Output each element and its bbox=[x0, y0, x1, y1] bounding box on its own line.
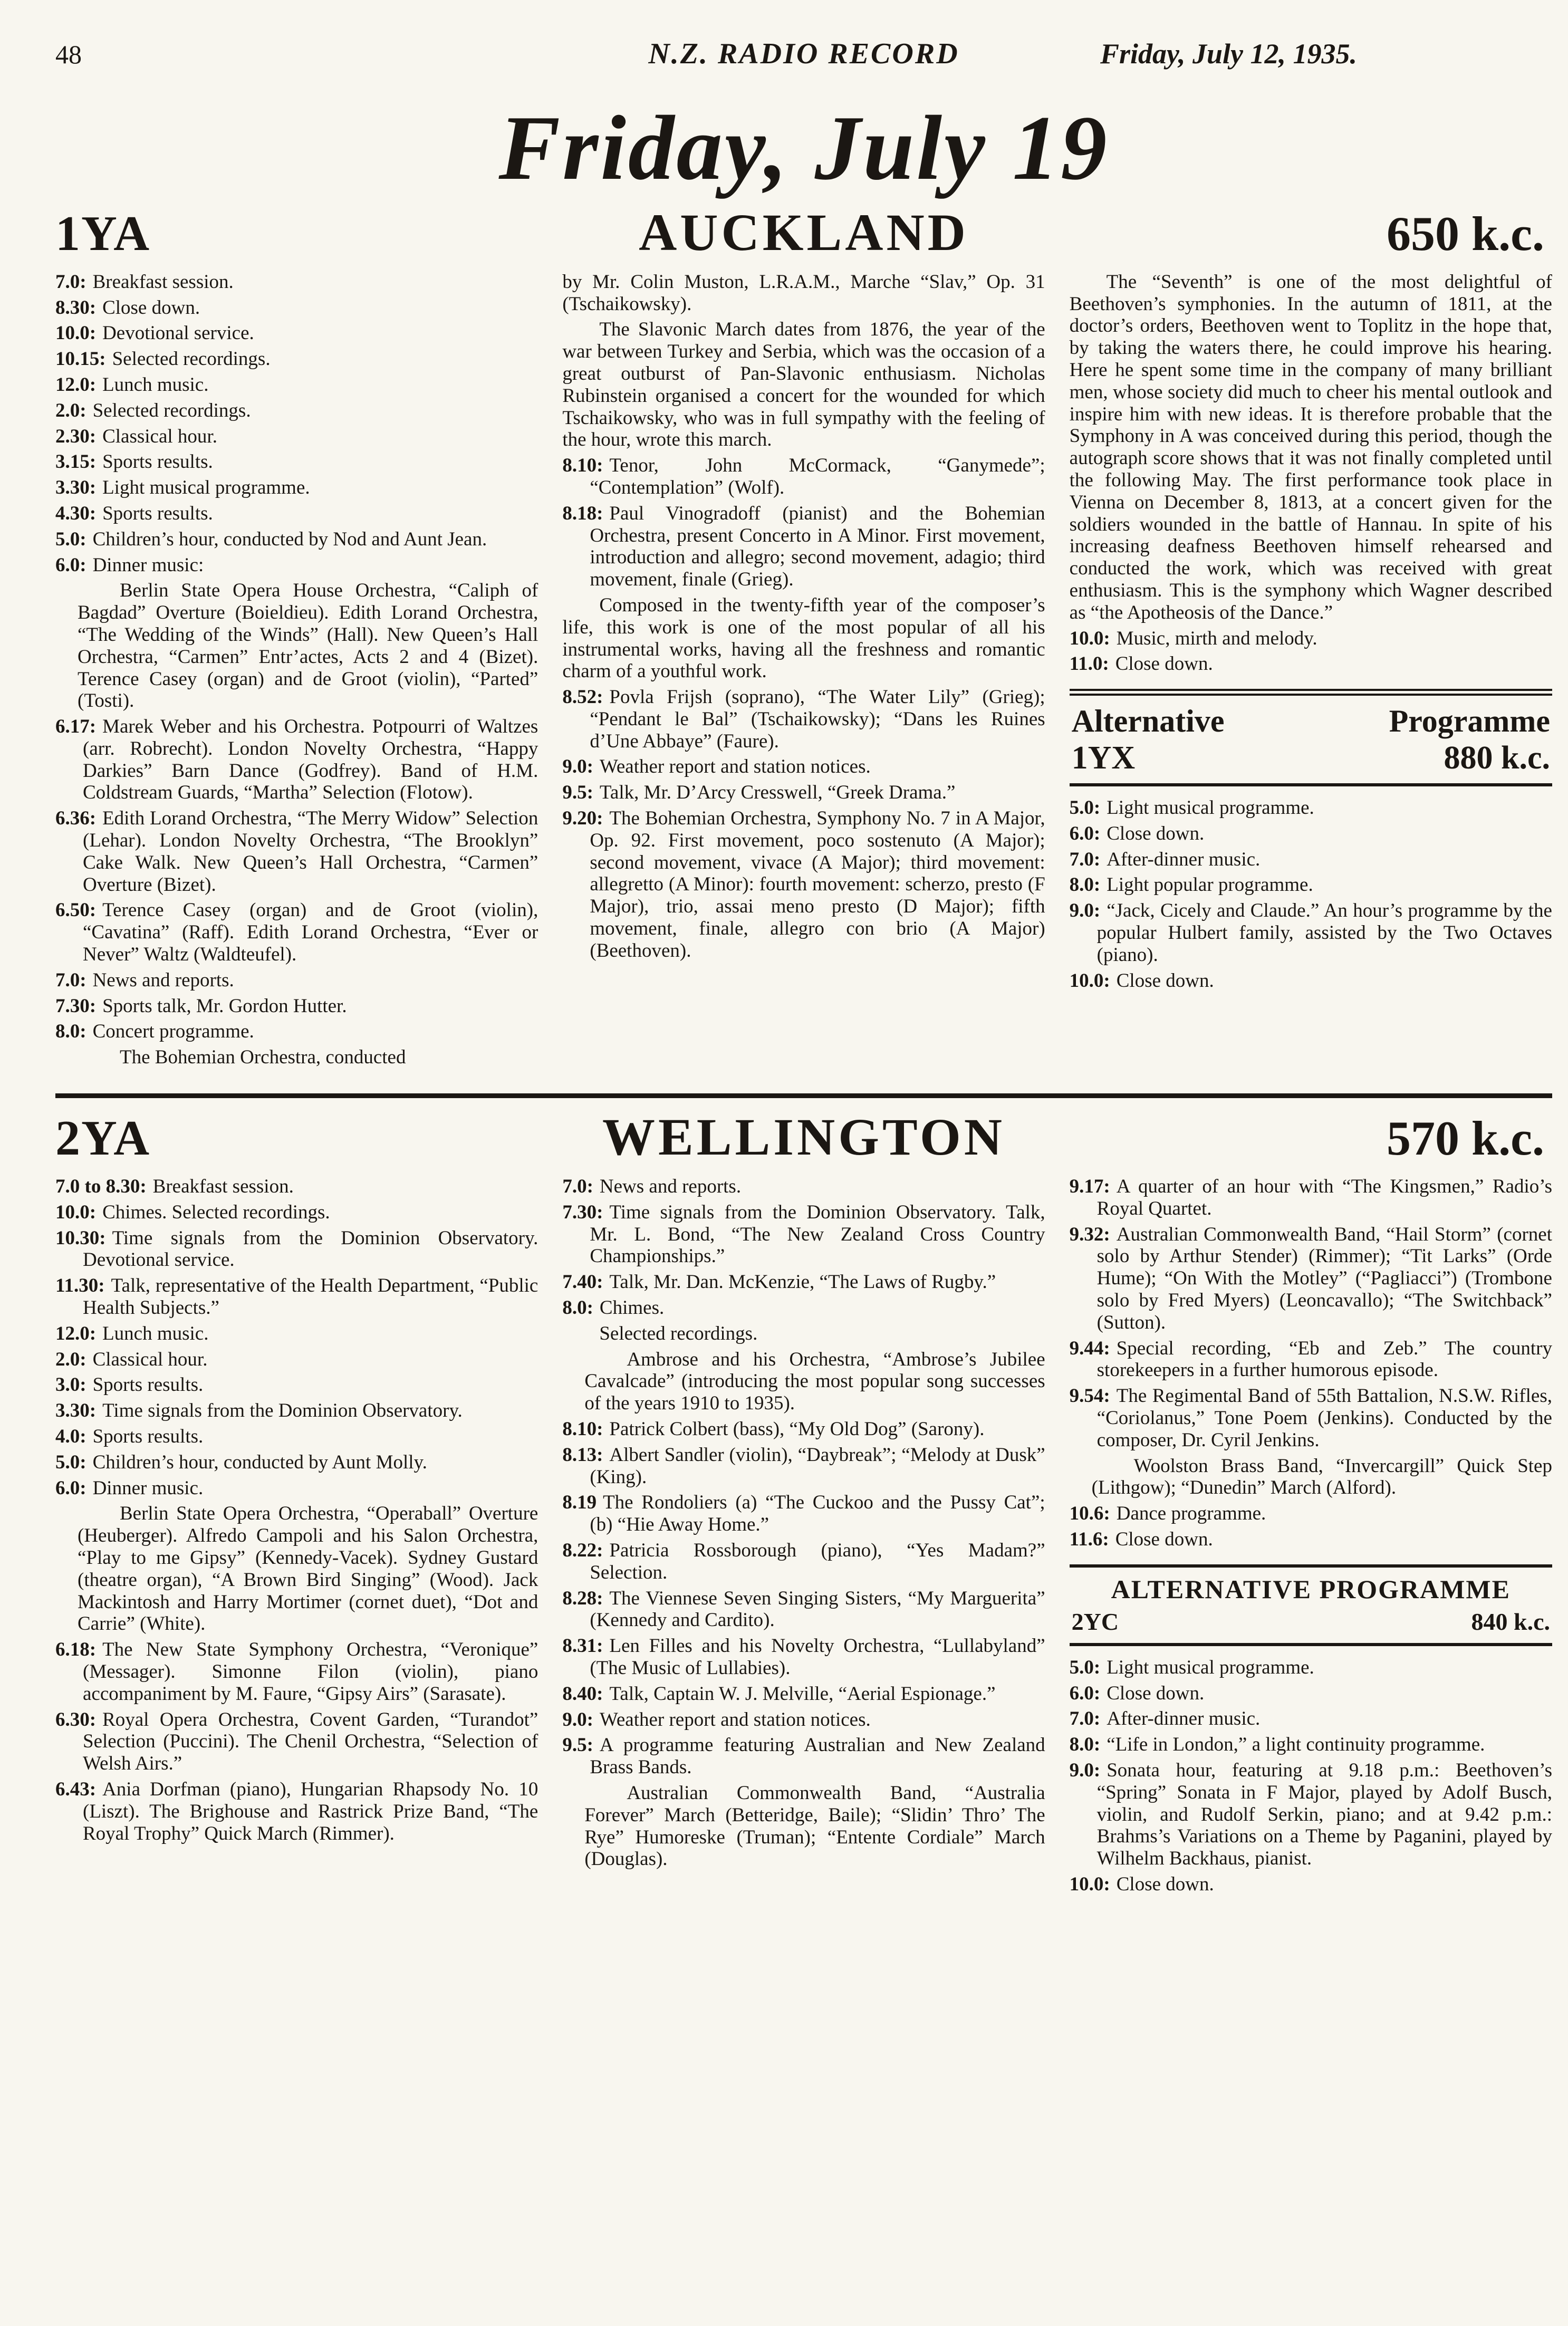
entry-text: Royal Opera Orchestra, Covent Garden, “Turandot” Selection (Puccini). The Chenil Orchestra, “Selection of Welsh Airs.” bbox=[83, 1708, 538, 1775]
entry-time: 7.30: bbox=[562, 1201, 603, 1223]
issue-date: Friday, July 12, 1935. bbox=[1100, 38, 1357, 70]
entry-text: Close down. bbox=[1116, 969, 1214, 992]
entry-time: 8.0: bbox=[1069, 1734, 1101, 1756]
entry-text: After-dinner music. bbox=[1107, 848, 1261, 870]
entry-text: Children’s hour, conducted by Nod and Aunt Jean. bbox=[92, 528, 487, 550]
entry-text: “Life in London,” a light continuity programme. bbox=[1107, 1734, 1485, 1756]
entry-time: 10.6: bbox=[1069, 1503, 1110, 1525]
entry-time: 8.0: bbox=[55, 1021, 86, 1043]
schedule-entry bbox=[55, 322, 538, 344]
schedule-entry bbox=[562, 1492, 1045, 1536]
entry-text: Breakfast session. bbox=[92, 271, 234, 293]
entry-time: 5.0: bbox=[1069, 797, 1101, 819]
entry-time: 6.0: bbox=[1069, 822, 1101, 844]
entry-text: The Regimental Band of 55th Battalion, N.S.W. Rifles, “Coriolanus,” Tone Poem (Jenkins). Conducted by the composer, Dr. Cyril Jenkins. bbox=[1096, 1385, 1552, 1451]
schedule-entry bbox=[562, 686, 1045, 752]
alt-station-code: 1YX bbox=[1071, 740, 1136, 776]
sections-container bbox=[55, 202, 1552, 1899]
entry-time: 9.0: bbox=[1069, 900, 1101, 922]
entry-time: 9.0: bbox=[562, 1708, 593, 1731]
entry-time: 6.0: bbox=[55, 554, 86, 576]
schedule-entry bbox=[1070, 900, 1552, 966]
entry-text: The Viennese Seven Singing Sisters, “My Marguerita” (Kennedy and Cardito). bbox=[590, 1587, 1045, 1631]
entry-time: 7.0: bbox=[55, 969, 86, 991]
entry-time: 8.30: bbox=[55, 296, 97, 319]
entry-text: Ania Dorfman (piano), Hungarian Rhapsody No. 10 (Liszt). The Brighouse and Rastrick Prize Band, “The Royal Trophy” Quick March (Rimmer). bbox=[83, 1778, 538, 1844]
schedule-entry bbox=[562, 1709, 1045, 1731]
schedule-entry bbox=[562, 1683, 1045, 1705]
entry-text: Australian Commonwealth Band, “Hail Storm” (cornet solo by Arthur Stender) (Rimmer); “Tit Larks” (Orde Hume); “On With the Motley” (“Pagliacci”) (Trombone solo by Fred Myers) (Leoncavallo); “The Switchback” (Sutton). bbox=[1096, 1223, 1552, 1333]
entry-time: 11.0: bbox=[1069, 653, 1109, 675]
schedule-column bbox=[1070, 271, 1552, 1072]
entry-text: The Rondoliers (a) “The Cuckoo and the Pussy Cat”; (b) “Hie Away Home.” bbox=[590, 1492, 1045, 1536]
entry-time: 7.0: bbox=[1069, 1708, 1101, 1730]
entry-time: 9.0: bbox=[562, 756, 593, 778]
schedule-entry bbox=[55, 1426, 538, 1448]
entry-time: 2.0: bbox=[55, 1348, 86, 1370]
entry-text: Light musical programme. bbox=[1107, 1656, 1314, 1678]
schedule-entry bbox=[55, 1176, 538, 1198]
schedule-entry bbox=[562, 1540, 1045, 1584]
entry-text: Albert Sandler (violin), “Daybreak”; “Melody at Dusk” (King). bbox=[590, 1444, 1045, 1488]
entry-time: 3.30: bbox=[55, 1400, 97, 1422]
entry-time: 8.52: bbox=[562, 686, 603, 708]
entry-time: 8.0: bbox=[562, 1297, 593, 1319]
entry-text: Povla Frijsh (soprano), “The Water Lily” (Grieg); “Pendant le Bal” (Tschaikowsky); “Dans les Ruines d’Une Abbaye” (Faure). bbox=[590, 686, 1045, 752]
entry-text: Close down. bbox=[102, 296, 200, 319]
schedule-entry bbox=[1070, 874, 1552, 896]
schedule-entry bbox=[55, 716, 538, 804]
entry-text: Sonata hour, featuring at 9.18 p.m.: Beethoven’s “Spring” Sonata in F Major, played by Adolf Busch, violin, and Rudolf Serkin, piano; and at 9.42 p.m.: Brahms’s Variations on a Theme by Paganini, played by Wilhelm Backhaus, pianist. bbox=[1096, 1759, 1552, 1870]
entry-text: Paul Vinogradoff (pianist) and the Bohemian Orchestra, present Concerto in A Minor. First movement, introduction and allegro; second movement, adagio; third movement, finale (Grieg). bbox=[590, 502, 1045, 591]
entry-text: Special recording, “Eb and Zeb.” The country storekeepers in a further humorous episode. bbox=[1096, 1337, 1552, 1381]
schedule-entry bbox=[55, 348, 538, 370]
entry-time: 7.30: bbox=[55, 995, 97, 1017]
schedule-entry bbox=[562, 503, 1045, 591]
station-header bbox=[55, 1107, 1552, 1167]
entry-time: 4.30: bbox=[55, 502, 97, 524]
entry-time: 12.0: bbox=[55, 373, 97, 396]
entry-text: Sports results. bbox=[102, 451, 213, 473]
schedule-entry bbox=[55, 503, 538, 525]
alt-station-code: 2YC bbox=[1071, 1608, 1119, 1635]
schedule-paragraph: The “Seventh” is one of the most delightful of Beethoven’s symphonies. In the autumn of 1811, at the doctor’s orders, Beethoven went to Toplitz in the hope that, by taking the waters there, he could improve his hearing. Here he spent some time in the company of many brilliant men, whose society did much to cheer his mental outlook and inspire him with new ideas. It is therefore probable that the Symphony in A was conceived during this period, though the autograph score shows that it was not finally completed until the following May. The first performance took place in Vienna on December 8, 1813, at a concert given for the soldiers wounded in the battle of Hannau. In spite of his increasing deafness Beethoven himself rehearsed and conducted the work, which was received with great enthusiasm. This is the symphony which Wagner described as “the Apotheosis of the Dance.” bbox=[1069, 271, 1552, 623]
entry-text: Light popular programme. bbox=[1107, 874, 1313, 896]
schedule-entry bbox=[562, 782, 1045, 804]
running-head bbox=[55, 37, 1552, 71]
entry-time: 3.15: bbox=[55, 451, 97, 473]
entry-text: Patrick Colbert (bass), “My Old Dog” (Sarony). bbox=[609, 1418, 985, 1440]
entry-time: 10.0: bbox=[55, 322, 97, 344]
entry-time: 6.0: bbox=[55, 1477, 86, 1499]
entry-time: 11.30: bbox=[55, 1275, 105, 1297]
schedule-entry bbox=[1070, 1503, 1552, 1525]
entry-time: 8.18: bbox=[562, 502, 603, 524]
alt-label-right: Programme bbox=[1389, 704, 1550, 739]
schedule-entry bbox=[55, 1349, 538, 1371]
entry-text: Lunch music. bbox=[102, 373, 209, 396]
entry-text: Chimes. bbox=[599, 1297, 665, 1319]
entry-text: Marek Weber and his Orchestra. Potpourri of Waltzes (arr. Robrecht). London Novelty Orchestra, “Happy Darkies” Barn Dance (Godfrey). Band of H.M. Coldstream Guards, “Martha” Selection (Flotow). bbox=[83, 716, 538, 804]
schedule-column bbox=[562, 271, 1045, 1072]
entry-time: 10.15: bbox=[55, 348, 106, 370]
entry-text: Talk, Mr. D’Arcy Cresswell, “Greek Drama.” bbox=[599, 782, 956, 804]
schedule-entry bbox=[562, 1202, 1045, 1267]
schedule-column bbox=[55, 271, 538, 1072]
schedule-entry bbox=[1070, 849, 1552, 871]
alt-title: ALTERNATIVE PROGRAMME bbox=[1111, 1574, 1511, 1604]
frequency-label: 570 k.c. bbox=[1387, 1111, 1544, 1166]
entry-text: Terence Casey (organ) and de Groot (violin), “Cavatina” (Raff). Edith Lorand Orchestra, “Ever or Never” Waltz (Waldteufel). bbox=[83, 899, 538, 966]
schedule-entry bbox=[55, 271, 538, 293]
schedule-entry bbox=[1070, 1708, 1552, 1730]
alt-label-left: Alternative bbox=[1071, 704, 1225, 739]
entry-time: 6.18: bbox=[55, 1639, 97, 1661]
entry-text: Time signals from the Dominion Observatory. Devotional service. bbox=[83, 1227, 538, 1271]
entry-time: 6.17: bbox=[55, 716, 97, 738]
entry-time: 10.0: bbox=[1069, 1873, 1110, 1895]
entry-text: Dinner music. bbox=[92, 1477, 204, 1499]
entry-text: Time signals from the Dominion Observatory. Talk, Mr. L. Bond, “The New Zealand Cross Country Championships.” bbox=[590, 1201, 1045, 1267]
entry-time: 10.0: bbox=[1069, 627, 1110, 649]
entry-time: 8.22: bbox=[562, 1540, 603, 1561]
entry-text: Close down. bbox=[1115, 1529, 1213, 1550]
schedule-entry bbox=[562, 1635, 1045, 1679]
entry-text: Close down. bbox=[1107, 1682, 1205, 1704]
schedule-column bbox=[562, 1176, 1045, 1899]
schedule-column bbox=[55, 1176, 538, 1899]
schedule-entry bbox=[562, 1176, 1045, 1198]
entry-time: 9.17: bbox=[1069, 1176, 1110, 1198]
schedule-entry bbox=[55, 297, 538, 319]
entry-text: Time signals from the Dominion Observatory. bbox=[102, 1400, 463, 1422]
schedule-entry bbox=[55, 528, 538, 551]
entry-text: Patricia Rossborough (piano), “Yes Madam?” Selection. bbox=[590, 1540, 1045, 1583]
schedule-entry bbox=[1070, 1338, 1552, 1382]
entry-time: 2.30: bbox=[55, 425, 97, 447]
schedule-column bbox=[1070, 1176, 1552, 1899]
schedule-entry bbox=[55, 1639, 538, 1705]
entry-time: 8.0: bbox=[1069, 874, 1101, 896]
entry-text: Sports results. bbox=[102, 502, 213, 524]
schedule-entry bbox=[55, 1779, 538, 1844]
alt-frequency-label: 840 k.c. bbox=[1471, 1608, 1550, 1635]
station-section bbox=[55, 202, 1552, 1072]
entry-time: 3.30: bbox=[55, 477, 97, 499]
schedule-entry bbox=[562, 1297, 1045, 1319]
schedule-entry bbox=[562, 1418, 1045, 1440]
entry-text: Tenor, John McCormack, “Ganymede”; “Contemplation” (Wolf). bbox=[590, 455, 1045, 498]
schedule-entry bbox=[562, 1734, 1045, 1779]
entry-text: Selected recordings. bbox=[112, 348, 271, 370]
schedule-entry bbox=[1070, 653, 1552, 675]
entry-time: 9.54: bbox=[1069, 1385, 1110, 1407]
entry-text: Talk, Mr. Dan. McKenzie, “The Laws of Rugby.” bbox=[609, 1271, 996, 1293]
schedule-entry bbox=[55, 1400, 538, 1422]
entry-time: 9.20: bbox=[562, 808, 603, 830]
entry-time: 6.36: bbox=[55, 808, 97, 830]
schedule-entry bbox=[55, 1323, 538, 1345]
entry-text: Len Filles and his Novelty Orchestra, “Lullabyland” (The Music of Lullabies). bbox=[590, 1635, 1045, 1679]
entry-time: 8.10: bbox=[562, 1418, 603, 1440]
entry-text: Light musical programme. bbox=[1107, 797, 1314, 819]
entry-text: The Bohemian Orchestra, Symphony No. 7 in A Major, Op. 92. First movement, poco sostenuto (A Major); second movement, vivace (A Major); third movement: allegretto (A Minor): fourth movement: scherzo, presto (F Major), trio, assai meno presto (D Major); fifth movement, finale, allegro con brio (A Major) (Beethoven). bbox=[590, 808, 1045, 962]
schedule-entry bbox=[1070, 1683, 1552, 1705]
page-number: 48 bbox=[55, 40, 82, 69]
entry-text: Sports results. bbox=[92, 1374, 204, 1396]
entry-text: Sports results. bbox=[92, 1426, 204, 1448]
entry-time: 8.13: bbox=[562, 1444, 603, 1466]
schedule-entry bbox=[562, 1588, 1045, 1632]
entry-time: 9.32: bbox=[1069, 1223, 1110, 1245]
entry-time: 10.0: bbox=[55, 1201, 97, 1223]
entry-time: 9.5: bbox=[562, 782, 593, 804]
entry-text: Close down. bbox=[1115, 653, 1213, 675]
schedule-entry bbox=[1070, 970, 1552, 992]
entry-time: 10.30: bbox=[55, 1227, 106, 1249]
entry-time: 6.0: bbox=[1069, 1682, 1101, 1704]
schedule-entry bbox=[55, 1477, 538, 1500]
schedule-entry bbox=[1070, 1224, 1552, 1334]
programme-detail-paragraph: Australian Commonwealth Band, “Australia Forever” March (Betteridge, Baile); “Slidin’ Thro’ The Rye” Humoreske (Truman); “Entente Cordiale” March (Douglas). bbox=[584, 1782, 1045, 1870]
station-section bbox=[55, 1093, 1552, 1899]
entry-text: Classical hour. bbox=[92, 1348, 208, 1370]
schedule-entry bbox=[55, 808, 538, 896]
continuation-paragraph: by Mr. Colin Muston, L.R.A.M., Marche “Slav,” Op. 31 (Tschaikowsky). bbox=[562, 271, 1045, 315]
schedule-entry bbox=[55, 1709, 538, 1775]
entry-text: Talk, Captain W. J. Melville, “Aerial Espionage.” bbox=[609, 1683, 996, 1705]
entry-time: 5.0: bbox=[1069, 1656, 1101, 1678]
entry-time: 11.6: bbox=[1069, 1529, 1109, 1550]
schedule-entry bbox=[1070, 1873, 1552, 1896]
station-header bbox=[55, 202, 1552, 263]
alt-header-row bbox=[1072, 1608, 1550, 1636]
schedule-entry bbox=[1070, 823, 1552, 845]
schedule-entry bbox=[1070, 1760, 1552, 1870]
schedule-entry bbox=[1070, 1529, 1552, 1551]
schedule-entry bbox=[562, 1444, 1045, 1488]
alt-frequency-label: 880 k.c. bbox=[1444, 740, 1550, 776]
schedule-entry bbox=[562, 756, 1045, 778]
entry-time: 12.0: bbox=[55, 1322, 97, 1344]
schedule-entry bbox=[55, 995, 538, 1017]
entry-text: A quarter of an hour with “The Kingsmen,” Radio’s Royal Quartet. bbox=[1096, 1176, 1552, 1219]
entry-time: 5.0: bbox=[55, 528, 86, 550]
entry-text: The New State Symphony Orchestra, “Veronique” (Messager). Simonne Filon (violin), piano accompaniment by M. Faure, “Gipsy Airs” (Sarasate). bbox=[83, 1639, 538, 1705]
schedule-paragraph: Composed in the twenty-fifth year of the composer’s life, this work is one of the most popular of all his instrumental works, having all the freshness and romantic charm of a youthful work. bbox=[562, 594, 1045, 683]
programme-detail-paragraph: Berlin State Opera Orchestra, “Operaball” Overture (Heuberger). Alfredo Campoli and his Salon Orchestra, “Play to me Gipsy” (Kennedy-Vacek). Sydney Gustard (theatre organ), “A Brown Bird Singing” (Wood). Jack Mackintosh and Harry Mortimer (cornet duet), “Dot and Carrie” (White). bbox=[78, 1503, 538, 1635]
entry-text: Sports talk, Mr. Gordon Hutter. bbox=[102, 995, 347, 1017]
schedule-entry bbox=[55, 899, 538, 965]
schedule-entry bbox=[55, 374, 538, 396]
entry-time: 8.19 bbox=[562, 1492, 597, 1514]
station-code: 1YA bbox=[55, 206, 151, 261]
entry-time: 8.40: bbox=[562, 1683, 603, 1705]
entry-time: 9.5: bbox=[562, 1734, 593, 1756]
entry-text: Light musical programme. bbox=[102, 477, 310, 499]
programme-detail-paragraph: Woolston Brass Band, “Invercargill” Quick Step (Lithgow); “Dunedin” March (Alford). bbox=[1091, 1455, 1552, 1499]
schedule-paragraph: The Slavonic March dates from 1876, the year of the war between Turkey and Serbia, which was the occasion of a great outburst of Pan-Slavonic enthusiasm. Nicholas Rubinstein organised a concert for the wounded for which Tschaikowsky, who was in full sympathy with the feeling of the hour, wrote this march. bbox=[562, 319, 1045, 451]
alternative-programme-header bbox=[1070, 1564, 1552, 1646]
schedule-entry bbox=[562, 808, 1045, 962]
entry-time: 4.0: bbox=[55, 1426, 86, 1448]
entry-text: Lunch music. bbox=[102, 1322, 209, 1344]
entry-time: 3.0: bbox=[55, 1374, 86, 1396]
schedule-columns bbox=[55, 271, 1552, 1072]
masthead: N.Z. RADIO RECORD bbox=[648, 37, 959, 70]
entry-time: 8.31: bbox=[562, 1635, 603, 1657]
entry-text: Close down. bbox=[1116, 1873, 1214, 1895]
entry-time: 7.40: bbox=[562, 1271, 603, 1293]
alt-header-row bbox=[1072, 703, 1550, 739]
entry-text: “Jack, Cicely and Claude.” An hour’s programme by the popular Hulbert family, assisted by the Two Octaves (piano). bbox=[1096, 900, 1552, 966]
schedule-entry bbox=[562, 455, 1045, 499]
schedule-entry bbox=[1070, 1385, 1552, 1451]
entry-time: 6.30: bbox=[55, 1708, 97, 1731]
entry-text: Weather report and station notices. bbox=[599, 756, 871, 778]
schedule-entry bbox=[55, 554, 538, 576]
entry-text: Close down. bbox=[1107, 822, 1205, 844]
entry-time: 7.0: bbox=[55, 271, 86, 293]
schedule-entry bbox=[55, 1374, 538, 1396]
entry-text: Selected recordings. bbox=[92, 399, 251, 421]
entry-text: Dance programme. bbox=[1116, 1503, 1266, 1525]
entry-time: 7.0: bbox=[1069, 848, 1101, 870]
schedule-entry bbox=[55, 477, 538, 499]
entry-time: 5.0: bbox=[55, 1451, 86, 1473]
schedule-entry bbox=[1070, 1734, 1552, 1756]
schedule-entry bbox=[55, 1275, 538, 1319]
entry-text: Chimes. Selected recordings. bbox=[102, 1201, 330, 1223]
schedule-entry bbox=[55, 1227, 538, 1272]
city-name: AUCKLAND bbox=[639, 203, 969, 262]
entry-time: 6.43: bbox=[55, 1778, 97, 1800]
frequency-label: 650 k.c. bbox=[1387, 206, 1544, 261]
schedule-paragraph: Selected recordings. bbox=[599, 1322, 758, 1344]
schedule-entry bbox=[55, 1452, 538, 1474]
programme-detail-paragraph: Ambrose and his Orchestra, “Ambrose’s Jubilee Cavalcade” (introducing the most popular song successes of the years 1910 to 1935). bbox=[584, 1348, 1045, 1415]
schedule-entry bbox=[55, 1202, 538, 1224]
schedule-entry bbox=[55, 1021, 538, 1043]
entry-text: Talk, representative of the Health Department, “Public Health Subjects.” bbox=[83, 1275, 538, 1319]
alt-header-row bbox=[1072, 739, 1550, 777]
schedule-entry bbox=[55, 969, 538, 992]
programme-detail-paragraph: The Bohemian Orchestra, conducted bbox=[120, 1046, 406, 1069]
entry-text: News and reports. bbox=[92, 969, 234, 991]
entry-time: 7.0 to 8.30: bbox=[55, 1176, 147, 1198]
entry-text: Music, mirth and melody. bbox=[1116, 627, 1317, 649]
programme-detail-paragraph: Berlin State Opera House Orchestra, “Caliph of Bagdad” Overture (Boieldieu). Edith Lorand Orchestra, “The Wedding of the Winds” (Hall). New Queen’s Hall Orchestra, “Carmen” Entr’actes, Acts 2 and 4 (Bizet). Terence Casey (organ) and de Groot (violin), “Parted” (Tosti). bbox=[78, 580, 538, 712]
entry-text: Devotional service. bbox=[102, 322, 254, 344]
entry-text: Classical hour. bbox=[102, 425, 217, 447]
entry-text: Weather report and station notices. bbox=[599, 1708, 871, 1731]
entry-text: Concert programme. bbox=[92, 1021, 254, 1043]
schedule-entry bbox=[55, 451, 538, 473]
entry-time: 2.0: bbox=[55, 399, 86, 421]
schedule-entry bbox=[55, 426, 538, 448]
entry-time: 8.28: bbox=[562, 1587, 603, 1609]
entry-text: A programme featuring Australian and New Zealand Brass Bands. bbox=[590, 1734, 1045, 1779]
entry-time: 8.10: bbox=[562, 455, 603, 477]
schedule-entry bbox=[1070, 1176, 1552, 1220]
schedule-entry bbox=[55, 400, 538, 422]
entry-time: 9.0: bbox=[1069, 1759, 1101, 1781]
alternative-programme-header bbox=[1070, 689, 1552, 786]
entry-time: 6.50: bbox=[55, 899, 97, 921]
day-headline: Friday, July 19 bbox=[498, 97, 1109, 199]
entry-text: After-dinner music. bbox=[1107, 1708, 1261, 1730]
entry-text: Dinner music: bbox=[92, 554, 204, 576]
schedule-entry bbox=[1070, 1657, 1552, 1679]
entry-text: Breakfast session. bbox=[152, 1176, 294, 1198]
schedule-entry bbox=[1070, 628, 1552, 650]
schedule-columns bbox=[55, 1176, 1552, 1899]
city-name: WELLINGTON bbox=[602, 1108, 1005, 1167]
entry-text: News and reports. bbox=[599, 1176, 742, 1198]
entry-text: Edith Lorand Orchestra, “The Merry Widow” Selection (Lehar). London Novelty Orchestra, “The Brooklyn” Cake Walk. New Queen’s Hall Orchestra, “Carmen” Overture (Bizet). bbox=[83, 808, 538, 896]
entry-time: 7.0: bbox=[562, 1176, 593, 1198]
schedule-entry bbox=[562, 1271, 1045, 1293]
schedule-entry bbox=[1070, 797, 1552, 819]
entry-text: Children’s hour, conducted by Aunt Molly. bbox=[92, 1451, 427, 1473]
station-code: 2YA bbox=[55, 1111, 151, 1166]
entry-time: 9.44: bbox=[1069, 1337, 1110, 1359]
entry-time: 10.0: bbox=[1069, 969, 1110, 992]
